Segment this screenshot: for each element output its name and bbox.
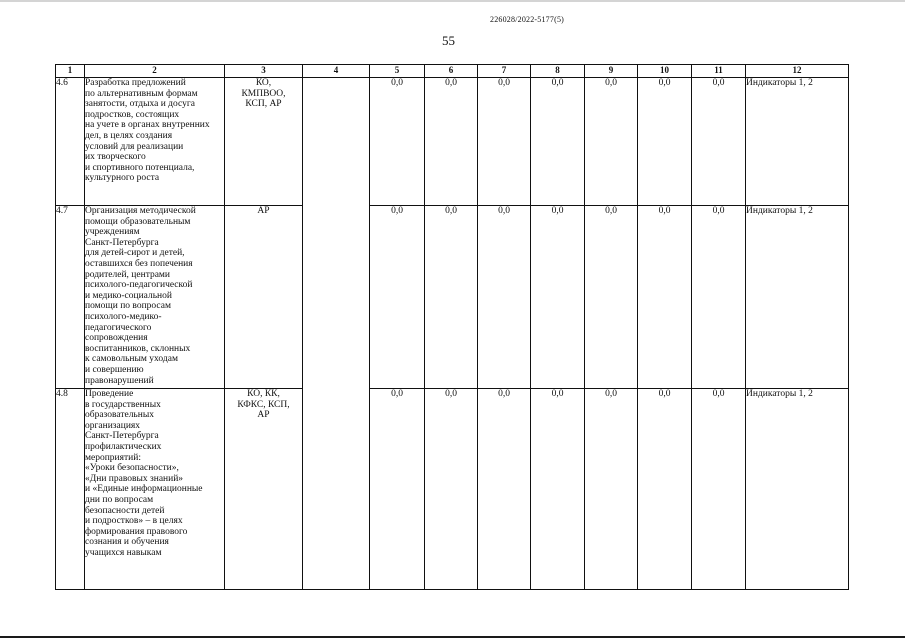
value-col-10: 0,0 [638, 78, 692, 206]
col-header-9: 9 [585, 65, 638, 78]
col-header-4: 4 [303, 65, 370, 78]
empty-column-4 [303, 78, 370, 590]
value-col-11: 0,0 [692, 389, 746, 590]
value-col-8: 0,0 [531, 206, 585, 389]
value-col-8: 0,0 [531, 389, 585, 590]
col-header-7: 7 [478, 65, 531, 78]
col-header-10: 10 [638, 65, 692, 78]
value-col-7: 0,0 [478, 78, 531, 206]
executors: АР [225, 206, 303, 389]
value-col-10: 0,0 [638, 206, 692, 389]
page-number: 55 [442, 33, 455, 48]
value-col-5: 0,0 [370, 206, 425, 389]
activity-name: Разработка предложений по альтернативным формам занятости, отдыха и досуга подростков, состоящих на учете в органах внутренних дел, в целях создания условий для реализации их творческого и спортивного потенциала, культурного роста [85, 78, 225, 206]
col-header-5: 5 [370, 65, 425, 78]
value-col-7: 0,0 [478, 389, 531, 590]
row-number: 4.6 [56, 78, 85, 206]
program-table [55, 64, 849, 590]
value-col-10: 0,0 [638, 389, 692, 590]
value-col-5: 0,0 [370, 389, 425, 590]
value-col-6: 0,0 [425, 206, 478, 389]
value-col-6: 0,0 [425, 389, 478, 590]
col-header-8: 8 [531, 65, 585, 78]
table-row [56, 389, 849, 590]
table-row [56, 78, 849, 206]
col-header-12: 12 [746, 65, 849, 78]
indicators: Индикаторы 1, 2 [746, 389, 849, 590]
executors: КО, КК, КФКС, КСП, АР [225, 389, 303, 590]
scan-top-edge [0, 0, 905, 2]
value-col-9: 0,0 [585, 78, 638, 206]
row-number: 4.8 [56, 389, 85, 590]
col-header-3: 3 [225, 65, 303, 78]
indicators: Индикаторы 1, 2 [746, 78, 849, 206]
value-col-9: 0,0 [585, 389, 638, 590]
value-col-8: 0,0 [531, 78, 585, 206]
col-header-1: 1 [56, 65, 85, 78]
indicators: Индикаторы 1, 2 [746, 206, 849, 389]
value-col-11: 0,0 [692, 78, 746, 206]
value-col-6: 0,0 [425, 78, 478, 206]
header-row [56, 65, 849, 78]
scan-bottom-edge [0, 636, 905, 638]
document-id: 226028/2022-5177(5) [490, 15, 565, 24]
col-header-2: 2 [85, 65, 225, 78]
value-col-11: 0,0 [692, 206, 746, 389]
row-number: 4.7 [56, 206, 85, 389]
col-header-6: 6 [425, 65, 478, 78]
activity-name: Организация методической помощи образовательным учреждениям Санкт-Петербурга для детей-сирот и детей, оставшихся без попечения родителей, центрами психолого-педагогической и медико-социальной помощи по вопросам психолого-медико- педагогического сопровождения воспитанников, склонных к самовольным уходам и совершению правонарушений [85, 206, 225, 389]
value-col-9: 0,0 [585, 206, 638, 389]
activity-name: Проведение в государственных образовательных организациях Санкт-Петербурга профилактических мероприятий: «Уроки безопасности», «Дни правовых знаний» и «Единые информационные дни по вопросам безопасности детей и подростков» – в целях формирования правового сознания и обучения учащихся навыкам [85, 389, 225, 590]
col-header-11: 11 [692, 65, 746, 78]
executors: КО, КМПВОО, КСП, АР [225, 78, 303, 206]
table-row [56, 206, 849, 389]
value-col-7: 0,0 [478, 206, 531, 389]
value-col-5: 0,0 [370, 78, 425, 206]
